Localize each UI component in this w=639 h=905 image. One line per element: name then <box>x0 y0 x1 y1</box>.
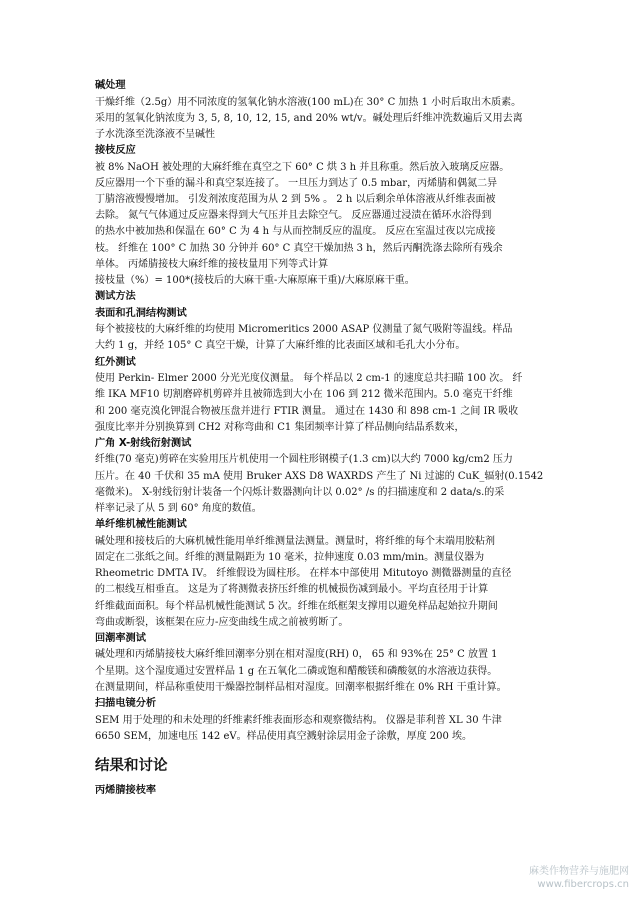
section-heading: 扫描电镜分析 <box>95 698 157 710</box>
paragraph-line: 反应器用一个下垂的漏斗和真空泵连接了。 一旦压力到达了 0.5 mbar，丙烯腈和偶氮二异 <box>95 177 498 189</box>
paragraph-line: 纤维截面面积。每个样品机械性能测试 5 次。纤维在纸框架支撑用以避免样品起始拉升期间 <box>95 600 498 612</box>
paragraph-line: 每个被接枝的大麻纤维的均使用 Micromeritics 2000 ASAP 仪测量了氮气吸附等温线。样品 <box>95 324 513 336</box>
watermark <box>529 865 629 891</box>
section-heading: 碱处理 <box>95 80 126 91</box>
section-paragraph <box>95 322 547 354</box>
watermark-site-name: 麻类作物营养与施肥网 <box>529 866 629 877</box>
paragraph-line: 固定在二张纸之间。纤维的测量隔距为 10 毫米，拉伸速度 0.03 mm/min。测量仪器为 <box>95 551 485 563</box>
paragraph-line: 使用 Perkin- Elmer 2000 分光光度仪测量。 每个样品以 2 cm-1 的速度总共扫瞄 100 次。 纤 <box>95 373 523 385</box>
paragraph-line: 弯曲或断裂，该框架在应力-应变曲线生成之前被剪断了。 <box>95 616 349 628</box>
paragraph-line: 单体。 丙烯腈接枝大麻纤维的接枝量用下列等式计算 <box>95 258 329 270</box>
document-body <box>95 78 547 800</box>
section-paragraph <box>95 647 547 696</box>
section-paragraph <box>95 371 547 436</box>
section-paragraph <box>95 452 547 517</box>
section-paragraph <box>95 713 547 745</box>
section-paragraph <box>95 95 547 144</box>
section-heading: 表面和孔洞结构测试 <box>95 307 187 319</box>
paragraph-line: SEM 用于处理的和未处理的纤维素纤维表面形态和观察微结构。 仪器是菲利普 XL 30 牛津 <box>95 714 502 726</box>
section-heading: 测试方法 <box>95 291 136 303</box>
section-heading: 回潮率测试 <box>95 632 146 644</box>
paragraph-line: 干燥纤维（2.5g）用不同浓度的氢氧化钠水溶液(100 mL)在 30° C 加热 1 小时后取出木质素。 <box>95 96 522 108</box>
paragraph-line: 和 200 毫克溴化钾混合物被压盘并进行 FTIR 测量。 通过在 1430 和 898 cm-1 之间 IR 吸收 <box>95 405 519 417</box>
section-heading: 接枝反应 <box>95 145 136 157</box>
paragraph-line: 个星期。这个湿度通过安置样品 1 g 在五氧化二磷或饱和醋酸镁和磷酸氨的水溶液边获得。 <box>95 665 498 677</box>
section-heading: 红外测试 <box>95 356 136 368</box>
paragraph-line: 6650 SEM，加速电压 142 eV。样品使用真空溅射涂层用金子涂敷，厚度 200 埃。 <box>95 730 473 742</box>
paragraph-line: 毫微米)。 X-射线衍射计装备一个闪烁计数器测向计以 0.02° /s 的扫描速度和 2 data/s.的采 <box>95 486 505 498</box>
section-paragraph <box>95 160 547 290</box>
paragraph-line: 在测量期间，样品称重使用干燥器控制样品相对湿度。回潮率根据纤维在 0% RH 干重计算。 <box>95 681 507 693</box>
paragraph-line: 被 8% NaOH 被处理的大麻纤维在真空之下 60° C 烘 3 h 并且称重。然后放入玻璃反应器。 <box>95 161 510 173</box>
paragraph-line: 去除。 氮气气体通过反应器来得到大气压并且去除空气。 反应器通过浸渍在循环水浴得到 <box>95 210 492 222</box>
paragraph-line: Rheometric DMTA IV。 纤维假设为圆柱形。 在样本中部使用 Mitutoyo 测微器测量的直径 <box>95 568 512 580</box>
paragraph-line: 接枝量（%）= 100*(接枝后的大麻干重-大麻原麻干重)/大麻原麻干重。 <box>95 275 415 287</box>
section-heading: 广角 X-射线衍射测试 <box>95 437 192 449</box>
section-paragraph <box>95 534 547 631</box>
paragraph-line: 丁腈溶液慢慢增加。 引发剂浓度范围为从 2 到 5% 。 2 h 以后剩余单体溶液从纤维表面被 <box>95 194 496 206</box>
paragraph-line: 碱处理和接枝后的大麻机械性能用单纤维测量法测量。测量时，将纤维的每个末端用胶粘剂 <box>95 535 495 547</box>
section-heading: 单纤维机械性能测试 <box>95 519 187 531</box>
paragraph-line: 的热水中被加热和保温在 60° C 为 4 h 与从而控制反应的温度。 反应在室温过夜以完成接 <box>95 226 496 238</box>
paragraph-line: 碱处理和丙烯腈接枝大麻纤维回潮率分别在相对湿度(RH) 0， 65 和 93%在 25° C 放置 1 <box>95 649 498 661</box>
watermark-url: www.fibercrops.cn <box>537 879 629 890</box>
paragraph-line: 样率记录了从 5 到 60° 角度的数值。 <box>95 503 262 515</box>
paragraph-line: 强度比率并分别换算到 CH2 对称弯曲和 C1 集团频率计算了样品侧向结晶系数来， <box>95 421 465 433</box>
paragraph-line: 的二根线互相垂直。 这是为了将测微表挤压纤维的机械损伤减到最小。平均直径用于计算 <box>95 584 489 596</box>
paragraph-line: 枝。 纤维在 100° C 加热 30 分钟并 60° C 真空干燥加热 3 h，然后丙酮洗涤去除所有残余 <box>95 242 503 254</box>
paragraph-line: 纤维(70 毫克)剪碎在实验用压片机使用一个圆柱形钢模子(1.3 cm)以大约 7000 kg/cm2 压力 <box>95 454 513 466</box>
results-heading: 结果和讨论 <box>95 758 168 774</box>
paragraph-line: 维 IKA MF10 切割磨碎机剪碎并且被筛选到大小在 106 到 212 微米范围内。5.0 毫克干纤维 <box>95 389 513 401</box>
paragraph-line: 压片。在 40 千伏和 35 mA 使用 Bruker AXS D8 WAXRDS 产生了 Ni 过滤的 CuK_辐射(0.1542 <box>95 470 544 482</box>
paragraph-line: 子水洗涤至洗涤液不呈碱性 <box>95 128 215 140</box>
paragraph-line: 大约 1 g，并经 105° C 真空干燥，计算了大麻纤维的比表面区域和毛孔大小分布。 <box>95 340 466 352</box>
paragraph-line: 采用的氢氧化钠浓度为 3, 5, 8, 10, 12, 15, and 20% wt/v。碱处理后纤维冲洗数遍后又用去离 <box>95 112 523 124</box>
results-subheading: 丙烯腈接枝率 <box>95 785 157 796</box>
